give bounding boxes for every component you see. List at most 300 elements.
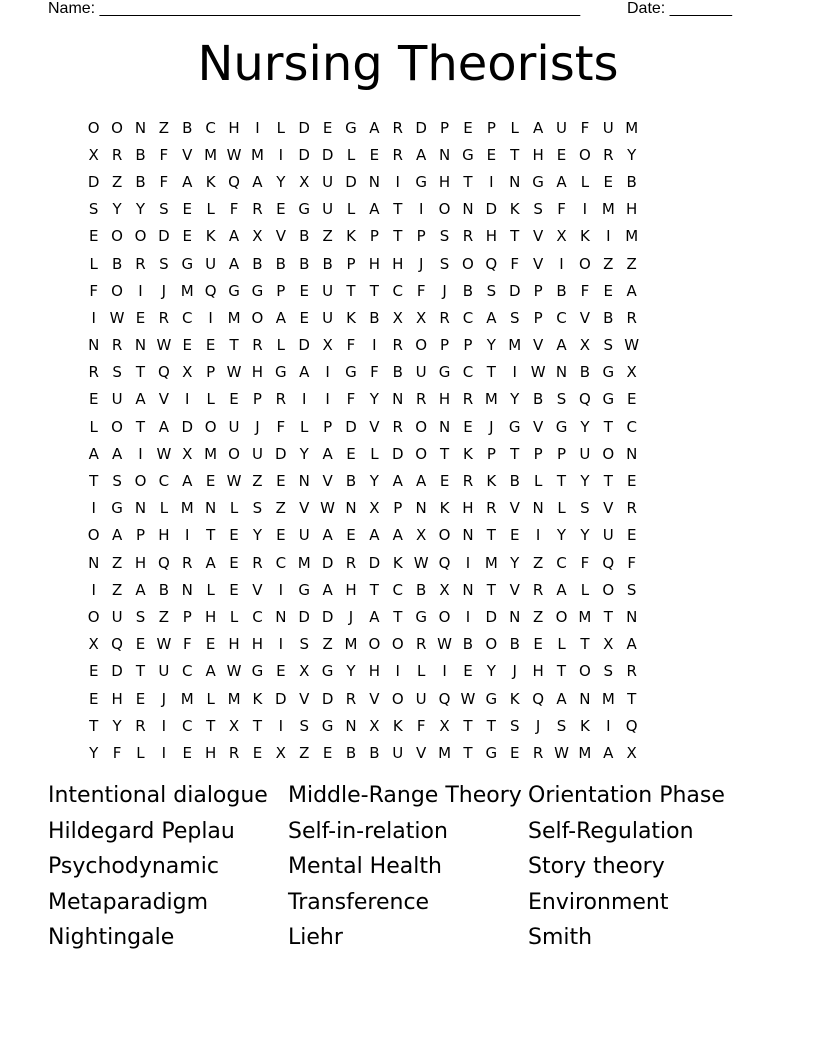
grid-letter[interactable]: R (182, 553, 193, 572)
grid-letter[interactable]: C (158, 472, 170, 491)
grid-letter[interactable]: R (532, 743, 544, 762)
grid-letter[interactable]: G (298, 200, 311, 219)
grid-letter[interactable]: T (510, 145, 520, 164)
grid-letter[interactable]: A (556, 689, 567, 708)
grid-letter[interactable]: R (228, 743, 240, 762)
grid-letter[interactable]: U (322, 172, 334, 191)
grid-letter[interactable]: R (158, 308, 170, 327)
grid-letter[interactable]: J (418, 254, 424, 273)
grid-letter[interactable]: B (345, 743, 357, 762)
grid-letter[interactable]: H (438, 390, 451, 409)
grid-letter[interactable]: C (275, 553, 287, 572)
grid-letter[interactable]: T (603, 417, 613, 436)
grid-letter[interactable]: O (602, 444, 615, 463)
grid-letter[interactable]: D (87, 172, 100, 191)
grid-letter[interactable]: D (298, 118, 310, 137)
date-field-line[interactable]: Date: _______ (627, 0, 732, 17)
grid-letter[interactable]: N (555, 363, 568, 382)
grid-letter[interactable]: Y (112, 200, 122, 219)
grid-letter[interactable]: I (465, 607, 471, 626)
grid-letter[interactable]: G (602, 363, 615, 382)
grid-letter[interactable]: I (255, 118, 260, 137)
grid-letter[interactable]: E (205, 472, 216, 491)
grid-letter[interactable]: U (111, 607, 123, 626)
grid-letter[interactable]: S (299, 716, 309, 735)
grid-letter[interactable]: R (626, 308, 637, 327)
grid-letter[interactable]: T (486, 363, 496, 382)
grid-letter[interactable]: A (556, 336, 567, 355)
grid-letter[interactable]: K (486, 472, 497, 491)
grid-letter[interactable]: A (322, 580, 333, 599)
grid-letter[interactable]: A (416, 472, 427, 491)
grid-letter[interactable]: F (89, 281, 99, 300)
grid-letter[interactable]: D (321, 145, 334, 164)
grid-letter[interactable]: A (556, 172, 567, 191)
grid-letter[interactable]: A (182, 472, 193, 491)
grid-letter[interactable]: H (111, 689, 123, 708)
grid-letter[interactable]: X (392, 308, 403, 327)
grid-letter[interactable]: E (276, 200, 286, 219)
grid-letter[interactable]: Y (112, 716, 122, 735)
grid-letter[interactable]: R (392, 417, 403, 436)
grid-letter[interactable]: P (346, 254, 356, 273)
grid-letter[interactable]: I (208, 308, 213, 327)
grid-letter[interactable]: T (393, 227, 403, 246)
grid-letter[interactable]: X (439, 580, 450, 599)
grid-letter[interactable]: L (206, 689, 215, 708)
grid-letter[interactable]: M (484, 553, 498, 572)
grid-letter[interactable]: L (557, 635, 566, 654)
grid-letter[interactable]: H (228, 118, 240, 137)
grid-letter[interactable]: O (87, 607, 100, 626)
grid-letter[interactable]: N (134, 336, 147, 355)
grid-letter[interactable]: W (320, 499, 336, 518)
grid-letter[interactable]: R (111, 145, 123, 164)
grid-letter[interactable]: L (206, 200, 215, 219)
grid-letter[interactable]: N (392, 390, 404, 409)
grid-letter[interactable]: S (112, 363, 122, 382)
grid-letter[interactable]: T (510, 444, 520, 463)
grid-letter[interactable]: I (91, 308, 96, 327)
grid-letter[interactable]: Y (135, 200, 146, 219)
grid-letter[interactable]: E (182, 743, 192, 762)
grid-letter[interactable]: N (462, 200, 474, 219)
grid-letter[interactable]: A (486, 308, 497, 327)
grid-letter[interactable]: G (415, 172, 427, 191)
grid-letter[interactable]: P (416, 227, 426, 246)
grid-letter[interactable]: Z (603, 254, 614, 273)
grid-letter[interactable]: B (392, 363, 403, 382)
grid-letter[interactable]: R (111, 336, 123, 355)
grid-letter[interactable]: O (415, 444, 428, 463)
grid-letter[interactable]: J (489, 417, 494, 436)
grid-letter[interactable]: H (626, 200, 638, 219)
grid-letter[interactable]: A (369, 200, 380, 219)
grid-letter[interactable]: A (135, 580, 146, 599)
grid-letter[interactable]: T (206, 526, 216, 545)
grid-letter[interactable]: N (462, 526, 474, 545)
grid-letter[interactable]: Z (111, 172, 123, 191)
grid-letter[interactable]: W (109, 308, 125, 327)
grid-letter[interactable]: H (134, 553, 147, 572)
grid-letter[interactable]: Y (369, 472, 379, 491)
grid-letter[interactable]: L (206, 580, 215, 599)
grid-letter[interactable]: F (276, 417, 286, 436)
grid-letter[interactable]: X (626, 363, 637, 382)
grid-letter[interactable]: O (228, 444, 240, 463)
grid-letter[interactable]: P (463, 336, 473, 355)
grid-letter[interactable]: Y (580, 472, 590, 491)
grid-letter[interactable]: G (602, 390, 615, 409)
grid-letter[interactable]: U (228, 417, 240, 436)
grid-letter[interactable]: E (88, 390, 99, 409)
grid-letter[interactable]: V (182, 145, 193, 164)
grid-letter[interactable]: E (276, 526, 286, 545)
grid-letter[interactable]: X (322, 336, 333, 355)
grid-letter[interactable]: X (416, 526, 427, 545)
grid-letter[interactable]: I (185, 526, 190, 545)
grid-letter[interactable]: L (159, 499, 169, 518)
grid-letter[interactable]: E (369, 145, 380, 164)
grid-letter[interactable]: W (226, 363, 242, 382)
grid-letter[interactable]: E (626, 390, 637, 409)
grid-letter[interactable]: D (321, 553, 334, 572)
grid-letter[interactable]: G (345, 118, 357, 137)
grid-letter[interactable]: X (626, 743, 637, 762)
grid-letter[interactable]: K (509, 200, 520, 219)
grid-letter[interactable]: F (182, 635, 192, 654)
grid-letter[interactable]: X (579, 336, 591, 355)
grid-letter[interactable]: T (89, 716, 99, 735)
grid-letter[interactable]: E (486, 145, 497, 164)
grid-letter[interactable]: E (229, 553, 239, 572)
grid-letter[interactable]: R (392, 336, 403, 355)
grid-letter[interactable]: S (486, 281, 497, 300)
grid-letter[interactable]: Z (158, 607, 169, 626)
grid-letter[interactable]: R (392, 118, 403, 137)
grid-letter[interactable]: K (346, 308, 356, 327)
grid-letter[interactable]: J (161, 689, 167, 708)
grid-letter[interactable]: L (580, 580, 590, 599)
grid-letter[interactable]: V (532, 254, 544, 273)
grid-letter[interactable]: X (228, 716, 240, 735)
grid-letter[interactable]: F (346, 336, 356, 355)
grid-letter[interactable]: F (580, 553, 590, 572)
grid-letter[interactable]: A (205, 662, 216, 681)
grid-letter[interactable]: X (416, 308, 427, 327)
grid-letter[interactable]: N (438, 417, 451, 436)
grid-letter[interactable]: I (559, 254, 564, 273)
grid-letter[interactable]: R (345, 553, 357, 572)
grid-letter[interactable]: G (345, 363, 357, 382)
grid-letter[interactable]: D (345, 172, 357, 191)
grid-letter[interactable]: C (392, 580, 404, 599)
grid-letter[interactable]: D (345, 417, 357, 436)
grid-letter[interactable]: U (602, 118, 614, 137)
grid-letter[interactable]: X (88, 145, 99, 164)
grid-letter[interactable]: M (297, 553, 311, 572)
grid-letter[interactable]: V (299, 689, 310, 708)
grid-letter[interactable]: L (300, 417, 309, 436)
grid-letter[interactable]: M (227, 308, 241, 327)
grid-letter[interactable]: A (252, 172, 263, 191)
grid-letter[interactable]: T (627, 689, 637, 708)
grid-letter[interactable]: I (325, 363, 330, 382)
grid-letter[interactable]: E (603, 281, 614, 300)
grid-letter[interactable]: U (111, 390, 123, 409)
grid-letter[interactable]: X (299, 172, 310, 191)
grid-letter[interactable]: E (299, 281, 309, 300)
grid-letter[interactable]: V (416, 743, 427, 762)
grid-letter[interactable]: V (322, 472, 333, 491)
grid-letter[interactable]: V (532, 336, 544, 355)
grid-letter[interactable]: I (582, 200, 588, 219)
grid-letter[interactable]: N (298, 472, 310, 491)
grid-letter[interactable]: F (557, 200, 566, 219)
grid-letter[interactable]: S (580, 499, 590, 518)
grid-letter[interactable]: L (580, 172, 590, 191)
grid-letter[interactable]: I (442, 662, 447, 681)
grid-letter[interactable]: M (250, 145, 264, 164)
grid-letter[interactable]: U (205, 254, 217, 273)
grid-letter[interactable]: H (205, 743, 217, 762)
grid-letter[interactable]: L (276, 118, 285, 137)
grid-letter[interactable]: A (111, 526, 123, 545)
grid-letter[interactable]: F (112, 743, 122, 762)
grid-letter[interactable]: I (138, 281, 143, 300)
grid-letter[interactable]: W (530, 363, 546, 382)
grid-letter[interactable]: P (533, 444, 543, 463)
grid-letter[interactable]: N (509, 607, 521, 626)
grid-letter[interactable]: L (557, 499, 566, 518)
grid-letter[interactable]: O (111, 118, 123, 137)
grid-letter[interactable]: A (369, 118, 380, 137)
grid-letter[interactable]: E (135, 635, 146, 654)
grid-letter[interactable]: V (252, 580, 263, 599)
grid-letter[interactable]: T (89, 472, 99, 491)
grid-letter[interactable]: J (512, 662, 517, 681)
grid-letter[interactable]: K (509, 689, 520, 708)
grid-letter[interactable]: I (138, 444, 143, 463)
grid-letter[interactable]: A (626, 281, 637, 300)
grid-letter[interactable]: E (533, 635, 543, 654)
grid-letter[interactable]: I (91, 580, 96, 599)
grid-letter[interactable]: N (532, 499, 544, 518)
grid-letter[interactable]: O (87, 118, 100, 137)
grid-letter[interactable]: F (159, 172, 169, 191)
grid-letter[interactable]: M (438, 743, 452, 762)
grid-letter[interactable]: K (252, 689, 263, 708)
grid-letter[interactable]: O (111, 227, 123, 246)
grid-letter[interactable]: E (346, 526, 356, 545)
grid-letter[interactable]: X (182, 363, 193, 382)
grid-letter[interactable]: F (346, 390, 356, 409)
grid-letter[interactable]: V (579, 308, 591, 327)
grid-letter[interactable]: N (345, 716, 357, 735)
grid-letter[interactable]: C (556, 308, 567, 327)
grid-letter[interactable]: H (251, 363, 264, 382)
grid-letter[interactable]: L (89, 417, 98, 436)
grid-letter[interactable]: P (252, 390, 262, 409)
grid-letter[interactable]: U (322, 308, 334, 327)
grid-letter[interactable]: V (509, 499, 520, 518)
grid-letter[interactable]: E (229, 580, 239, 599)
grid-letter[interactable]: P (206, 363, 216, 382)
grid-letter[interactable]: M (508, 336, 522, 355)
grid-letter[interactable]: O (578, 145, 591, 164)
grid-letter[interactable]: F (159, 145, 169, 164)
grid-letter[interactable]: I (535, 526, 541, 545)
grid-letter[interactable]: O (578, 254, 591, 273)
grid-letter[interactable]: B (299, 227, 310, 246)
grid-letter[interactable]: B (416, 580, 427, 599)
grid-letter[interactable]: P (556, 444, 567, 463)
grid-letter[interactable]: A (322, 444, 333, 463)
grid-letter[interactable]: B (111, 254, 123, 273)
grid-letter[interactable]: S (509, 716, 520, 735)
grid-letter[interactable]: N (345, 499, 357, 518)
grid-letter[interactable]: B (556, 281, 567, 300)
grid-letter[interactable]: C (182, 662, 193, 681)
grid-letter[interactable]: A (626, 635, 637, 654)
grid-letter[interactable]: D (275, 444, 287, 463)
grid-letter[interactable]: F (370, 363, 379, 382)
grid-letter[interactable]: K (579, 716, 590, 735)
grid-letter[interactable]: Q (111, 635, 123, 654)
grid-letter[interactable]: S (112, 472, 122, 491)
grid-letter[interactable]: R (252, 553, 263, 572)
grid-letter[interactable]: B (532, 390, 544, 409)
grid-letter[interactable]: L (276, 336, 285, 355)
grid-letter[interactable]: I (301, 390, 307, 409)
grid-letter[interactable]: V (532, 417, 544, 436)
grid-letter[interactable]: Y (510, 390, 520, 409)
grid-letter[interactable]: I (395, 172, 400, 191)
grid-letter[interactable]: O (204, 417, 217, 436)
grid-letter[interactable]: Z (532, 553, 544, 572)
grid-letter[interactable]: N (134, 118, 147, 137)
grid-letter[interactable]: T (463, 716, 473, 735)
grid-letter[interactable]: A (392, 472, 403, 491)
grid-letter[interactable]: X (439, 716, 450, 735)
grid-letter[interactable]: T (135, 363, 146, 382)
grid-letter[interactable]: S (603, 662, 614, 681)
grid-letter[interactable]: R (415, 635, 427, 654)
grid-letter[interactable]: S (252, 499, 263, 518)
grid-letter[interactable]: Q (485, 254, 498, 273)
grid-letter[interactable]: A (416, 145, 427, 164)
grid-letter[interactable]: O (438, 526, 451, 545)
grid-letter[interactable]: S (603, 336, 614, 355)
grid-letter[interactable]: R (275, 390, 287, 409)
grid-letter[interactable]: G (251, 281, 264, 300)
grid-letter[interactable]: I (278, 145, 284, 164)
grid-letter[interactable]: D (298, 336, 310, 355)
grid-letter[interactable]: Q (438, 689, 451, 708)
grid-letter[interactable]: L (89, 254, 98, 273)
grid-letter[interactable]: H (368, 662, 381, 681)
grid-letter[interactable]: R (252, 336, 263, 355)
grid-letter[interactable]: V (275, 227, 286, 246)
grid-letter[interactable]: Q (625, 716, 638, 735)
grid-letter[interactable]: N (88, 336, 100, 355)
grid-letter[interactable]: Y (556, 526, 567, 545)
grid-letter[interactable]: M (578, 607, 592, 626)
grid-letter[interactable]: S (439, 227, 450, 246)
grid-letter[interactable]: I (606, 227, 611, 246)
grid-letter[interactable]: P (323, 417, 333, 436)
grid-letter[interactable]: C (462, 308, 474, 327)
grid-letter[interactable]: E (509, 526, 520, 545)
grid-letter[interactable]: A (532, 118, 544, 137)
grid-letter[interactable]: J (348, 607, 354, 626)
grid-letter[interactable]: E (276, 472, 286, 491)
grid-letter[interactable]: V (369, 417, 380, 436)
grid-letter[interactable]: M (204, 145, 218, 164)
grid-letter[interactable]: K (463, 444, 473, 463)
grid-letter[interactable]: L (416, 662, 426, 681)
grid-letter[interactable]: S (159, 200, 169, 219)
grid-letter[interactable]: T (510, 227, 520, 246)
grid-letter[interactable]: I (606, 716, 611, 735)
grid-letter[interactable]: Y (252, 526, 263, 545)
grid-letter[interactable]: E (88, 227, 99, 246)
grid-letter[interactable]: O (415, 417, 428, 436)
grid-letter[interactable]: P (486, 444, 496, 463)
grid-letter[interactable]: E (205, 336, 216, 355)
grid-letter[interactable]: D (485, 200, 498, 219)
grid-letter[interactable]: P (135, 526, 145, 545)
grid-letter[interactable]: L (533, 472, 543, 491)
grid-letter[interactable]: K (439, 499, 450, 518)
grid-letter[interactable]: Q (204, 281, 217, 300)
grid-letter[interactable]: B (322, 254, 333, 273)
grid-letter[interactable]: X (369, 716, 380, 735)
grid-letter[interactable]: T (463, 172, 473, 191)
grid-letter[interactable]: B (135, 172, 146, 191)
grid-letter[interactable]: E (252, 743, 263, 762)
grid-letter[interactable]: X (369, 499, 380, 518)
grid-letter[interactable]: D (275, 689, 287, 708)
grid-letter[interactable]: A (369, 607, 380, 626)
grid-letter[interactable]: P (486, 118, 496, 137)
grid-letter[interactable]: P (440, 118, 450, 137)
grid-letter[interactable]: O (438, 200, 451, 219)
grid-letter[interactable]: N (462, 580, 474, 599)
grid-letter[interactable]: A (205, 553, 216, 572)
grid-letter[interactable]: I (489, 172, 494, 191)
grid-letter[interactable]: E (463, 662, 473, 681)
grid-letter[interactable]: B (603, 308, 614, 327)
grid-letter[interactable]: G (321, 716, 334, 735)
grid-letter[interactable]: W (554, 743, 569, 762)
grid-letter[interactable]: B (579, 363, 591, 382)
grid-letter[interactable]: D (298, 145, 310, 164)
grid-letter[interactable]: Y (627, 145, 637, 164)
grid-letter[interactable]: M (204, 444, 218, 463)
grid-letter[interactable]: M (344, 635, 358, 654)
grid-letter[interactable]: T (206, 716, 216, 735)
grid-letter[interactable]: A (88, 444, 99, 463)
grid-letter[interactable]: R (135, 716, 146, 735)
grid-letter[interactable]: V (158, 390, 169, 409)
grid-letter[interactable]: P (369, 227, 379, 246)
grid-letter[interactable]: F (416, 281, 426, 300)
grid-letter[interactable]: O (111, 417, 123, 436)
grid-letter[interactable]: S (509, 308, 520, 327)
grid-letter[interactable]: E (135, 689, 146, 708)
grid-letter[interactable]: A (228, 227, 240, 246)
